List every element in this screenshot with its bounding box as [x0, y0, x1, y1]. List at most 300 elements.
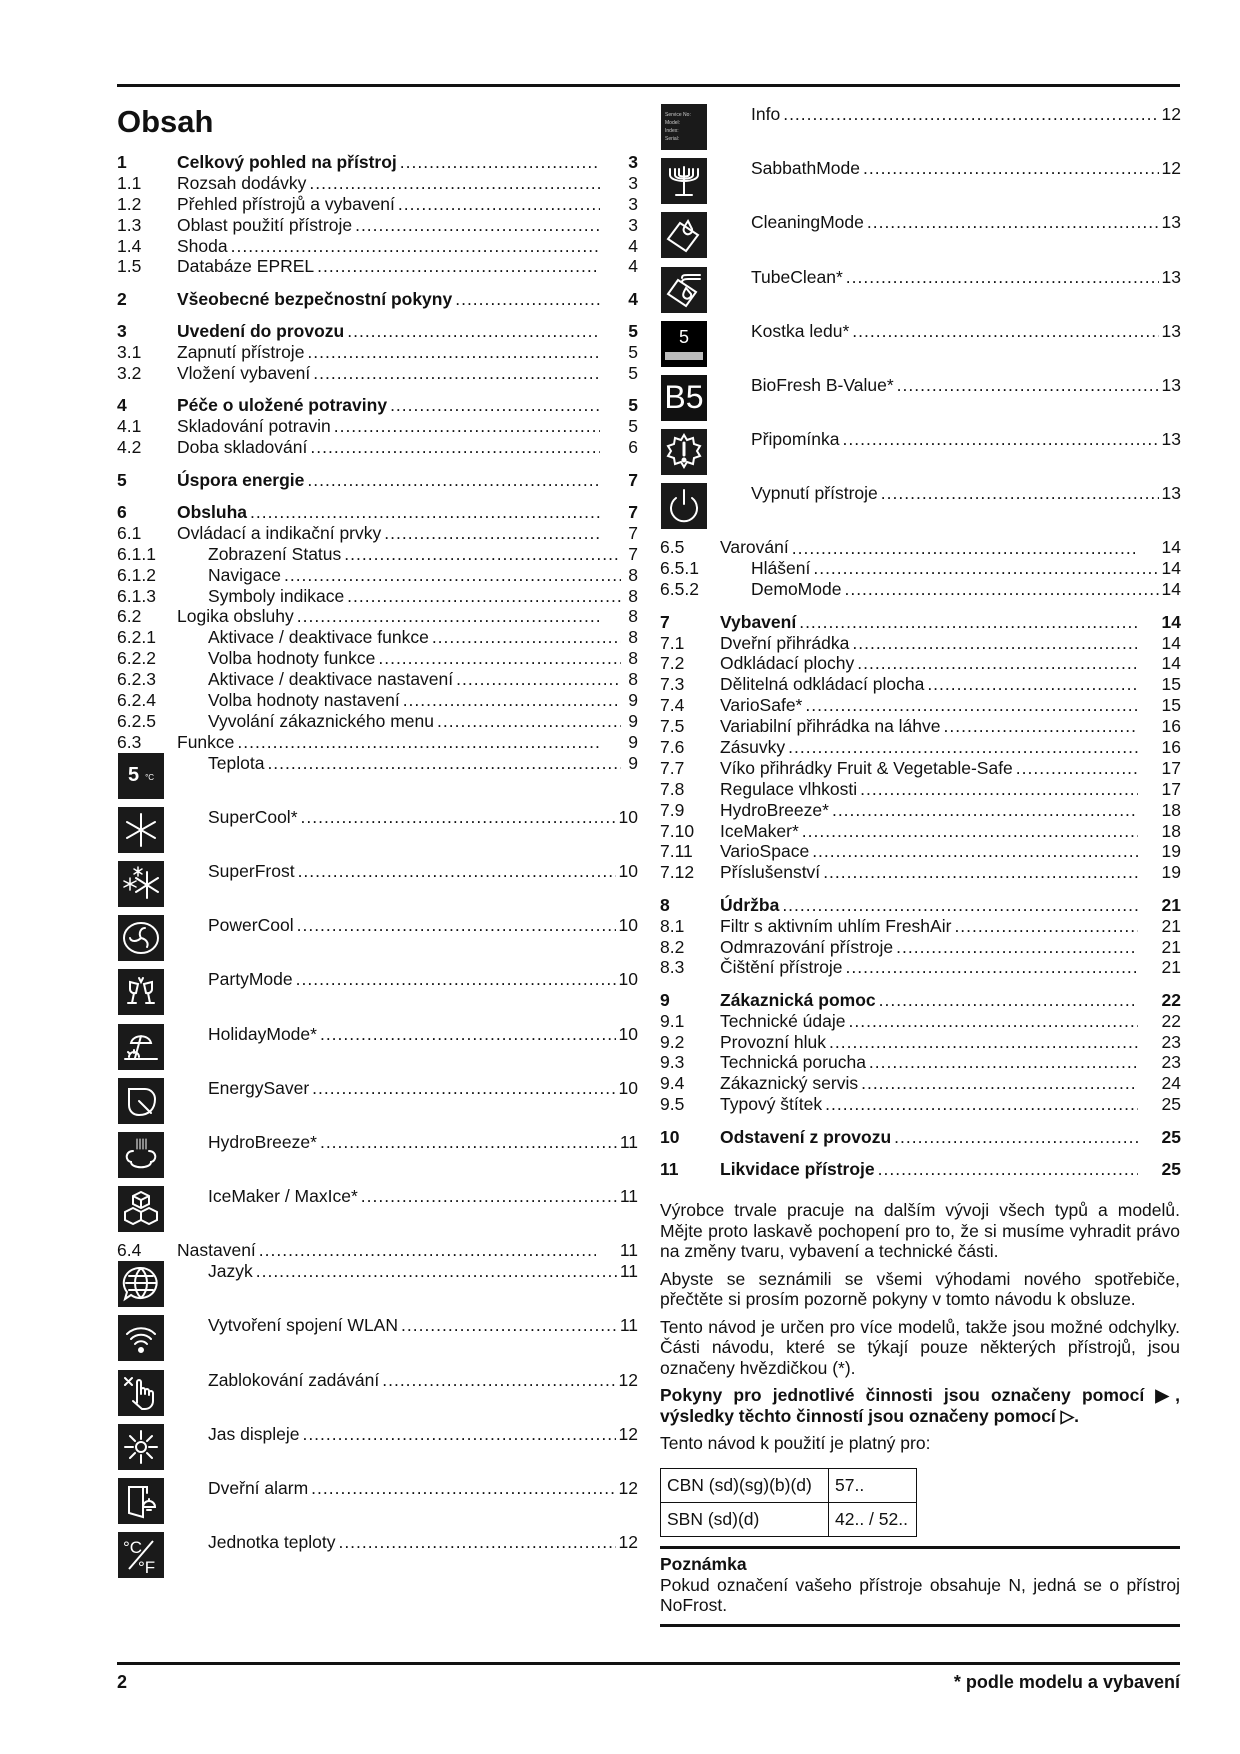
- toc-title: Obsluha: [177, 501, 248, 522]
- dot-leader: [1016, 758, 1138, 779]
- toc-page: 8: [628, 648, 638, 669]
- page-title: Obsah: [117, 104, 214, 139]
- toc-title: Hlášení: [751, 558, 811, 579]
- toc-number: 6.2.3: [117, 669, 156, 690]
- toc-page: 16: [1161, 737, 1181, 757]
- toc-entry[interactable]: [660, 429, 1181, 483]
- toc-number: 8.1: [660, 915, 685, 936]
- dot-leader: [878, 1159, 1138, 1180]
- dot-leader: [400, 152, 600, 173]
- dot-leader: [846, 267, 1159, 288]
- toc-entry[interactable]: [117, 1424, 638, 1478]
- toc-number: 5: [117, 469, 127, 490]
- toc-title: Zákaznický servis: [720, 1073, 859, 1094]
- toc-title: DemoMode: [751, 579, 842, 600]
- paragraph-instructions-legend: Pokyny pro jednotlivé činnosti jsou označeny pomocí ▶, výsledky těchto činností jsou označeny pomocí ▷.: [660, 1385, 1180, 1426]
- ice-cubes-icon: [118, 1186, 164, 1232]
- toc-entry[interactable]: [117, 1315, 638, 1369]
- footer-footnote: * podle modelu a vybavení: [953, 1672, 1180, 1692]
- toc-entry[interactable]: [117, 289, 638, 310]
- toc-entry[interactable]: [117, 565, 638, 586]
- dot-leader: [927, 674, 1137, 695]
- toc-page: 10: [618, 1023, 638, 1044]
- toc-entry[interactable]: [660, 1127, 1181, 1148]
- toc-number: 7.9: [660, 799, 685, 820]
- toc-title: Dveřní přihrádka: [720, 632, 850, 653]
- toc-page: 25: [1161, 1094, 1181, 1115]
- dot-leader: [897, 375, 1159, 396]
- info-icon-label: Index:: [665, 128, 679, 134]
- toc-number: 4.2: [117, 437, 142, 458]
- toc-number: 6.2.2: [117, 648, 156, 669]
- icon-value: 5: [678, 327, 689, 348]
- toc-entry[interactable]: [117, 669, 638, 690]
- toc-title: Vybavení: [720, 611, 797, 632]
- toc-entry[interactable]: [117, 648, 638, 669]
- toc-title: SuperCool*: [208, 806, 298, 827]
- toc-page: 14: [1161, 632, 1181, 653]
- toc-entry[interactable]: [117, 732, 638, 753]
- toc-title: Dveřní alarm: [208, 1477, 309, 1498]
- toc-number: 6.1.2: [117, 564, 156, 585]
- toc-entry[interactable]: [660, 937, 1181, 958]
- dot-leader: [852, 633, 1137, 654]
- dot-leader: [894, 1127, 1137, 1148]
- fan-icon: [118, 915, 164, 961]
- glasses-icon: [118, 969, 164, 1015]
- toc-title: Regulace vlhkosti: [720, 778, 858, 799]
- toc-number: 9.3: [660, 1052, 685, 1073]
- toc-page: 5: [628, 416, 638, 437]
- table-row: [661, 1502, 917, 1536]
- toc-entry[interactable]: [660, 612, 1181, 633]
- toc-entry[interactable]: [660, 212, 1181, 266]
- toc-page: 8: [628, 606, 638, 627]
- dot-leader: [301, 807, 616, 828]
- toc-entry[interactable]: [660, 916, 1181, 937]
- toc-title: Přehled přístrojů a vybavení: [177, 193, 395, 214]
- toc-title: Jednotka teploty: [208, 1532, 336, 1553]
- toc-title: Funkce: [177, 731, 235, 752]
- dot-leader: [944, 716, 1138, 737]
- toc-page: 15: [1161, 674, 1181, 695]
- toc-entry[interactable]: [660, 674, 1181, 695]
- toc-page: 3: [628, 172, 638, 193]
- toc-entry[interactable]: [117, 1078, 638, 1132]
- dot-leader: [398, 194, 600, 215]
- toc-entry[interactable]: [117, 807, 638, 861]
- toc-title: EnergySaver: [208, 1077, 310, 1098]
- toc-entry[interactable]: [660, 1073, 1181, 1094]
- reminder-gear-icon: [661, 429, 707, 475]
- snowflake-icon: [118, 807, 164, 853]
- toc-entry[interactable]: [660, 633, 1181, 654]
- toc-number: 7.1: [660, 632, 685, 653]
- toc-entry[interactable]: [660, 579, 1181, 600]
- toc-page: 7: [628, 522, 638, 543]
- dot-leader: [455, 289, 600, 310]
- info-icon: [661, 104, 707, 150]
- toc-entry[interactable]: [117, 416, 638, 437]
- toc-number: 6.2: [117, 606, 142, 627]
- superfrost-icon: [118, 861, 164, 907]
- toc-title: Zablokování zadávání: [208, 1369, 380, 1390]
- toc-entry[interactable]: [660, 779, 1181, 800]
- note-text: Pokud označení vašeho přístroje obsahuje N, jedná se o přístroj NoFrost.: [660, 1574, 1180, 1615]
- toc-entry[interactable]: [660, 558, 1181, 579]
- toc-page: 17: [1161, 778, 1181, 799]
- toc-title: IceMaker / MaxIce*: [208, 1186, 358, 1207]
- toc-entry[interactable]: [660, 1032, 1181, 1053]
- toc-number: 9.5: [660, 1094, 685, 1115]
- toc-entry[interactable]: [117, 544, 638, 565]
- toc-left-column: [117, 152, 638, 1586]
- toc-entry[interactable]: [660, 538, 1181, 559]
- dot-leader: [284, 565, 621, 586]
- toc-number: 11: [660, 1159, 679, 1180]
- toc-entry[interactable]: [660, 1159, 1181, 1180]
- toc-entry[interactable]: [660, 990, 1181, 1011]
- toc-entry[interactable]: [660, 483, 1181, 537]
- toc-number: 4: [117, 395, 127, 416]
- toc-page: 18: [1161, 799, 1181, 820]
- toc-title: Celkový pohled na přístroj: [177, 151, 397, 172]
- toc-page: 14: [1161, 558, 1181, 579]
- toc-page: 13: [1161, 266, 1181, 287]
- toc-entry[interactable]: [117, 342, 638, 363]
- toc-entry[interactable]: [660, 375, 1181, 429]
- toc-page: 15: [1161, 695, 1181, 716]
- dot-leader: [296, 969, 616, 990]
- toc-page: 18: [1161, 820, 1181, 841]
- intro-text: [660, 1200, 1180, 1537]
- toc-entry[interactable]: [117, 256, 638, 277]
- toc-number: 3: [117, 321, 127, 342]
- toc-title: Odstavení z provozu: [720, 1126, 892, 1147]
- toc-entry[interactable]: [117, 321, 638, 342]
- toc-title: Vložení vybavení: [177, 363, 311, 383]
- toc-number: 9.4: [660, 1073, 685, 1094]
- toc-page: 13: [1161, 320, 1181, 341]
- svg-text:°C: °C: [123, 1538, 143, 1558]
- toc-number: 6.1: [117, 522, 142, 543]
- model-number: 42.. / 52..: [829, 1502, 917, 1536]
- toc-entry[interactable]: [660, 841, 1181, 862]
- dot-leader: [844, 579, 1158, 600]
- toc-title: Rozsah dodávky: [177, 172, 307, 193]
- toc-entry[interactable]: [117, 363, 638, 384]
- toc-number: 3.1: [117, 342, 142, 363]
- toc-title: Úspora energie: [177, 469, 305, 490]
- toc-page: 19: [1161, 862, 1181, 883]
- toc-entry[interactable]: [117, 1132, 638, 1186]
- toc-entry[interactable]: [660, 716, 1181, 737]
- dot-leader: [857, 653, 1137, 674]
- toc-title: Jas displeje: [208, 1423, 300, 1444]
- toc-page: 8: [628, 564, 638, 585]
- toc-title: VarioSpace: [720, 841, 810, 862]
- toc-page: 3: [628, 214, 638, 235]
- toc-title: Variabilní přihrádka na láhve: [720, 716, 941, 737]
- toc-entry[interactable]: [117, 1370, 638, 1424]
- toc-entry[interactable]: [660, 158, 1181, 212]
- toc-page: 5: [628, 395, 638, 416]
- dot-leader: [297, 915, 616, 936]
- toc-title: Filtr s aktivním uhlím FreshAir: [720, 915, 952, 936]
- paragraph-models: Tento návod je určen pro více modelů, takže jsou možné odchylky. Části návodu, které se týkají pouze některých přístrojů, jsou označeny hvězdičkou (*).: [660, 1316, 1180, 1378]
- toc-title: Technická porucha: [720, 1052, 866, 1073]
- toc-number: 6.5.2: [660, 579, 699, 600]
- toc-entry[interactable]: [117, 1024, 638, 1078]
- model-number: 57..: [829, 1468, 917, 1502]
- toc-entry[interactable]: [660, 1011, 1181, 1032]
- dot-leader: [783, 104, 1158, 125]
- toc-entry[interactable]: [117, 586, 638, 607]
- toc-entry[interactable]: [660, 758, 1181, 779]
- toc-page: 21: [1161, 915, 1181, 936]
- dot-leader: [237, 732, 600, 753]
- toc-title: Uvedení do provozu: [177, 321, 345, 342]
- toc-title: Odmrazování přístroje: [720, 936, 894, 957]
- dot-leader: [401, 1315, 617, 1336]
- toc-entry[interactable]: [117, 194, 638, 215]
- toc-title: VarioSafe*: [720, 695, 803, 716]
- toc-entry[interactable]: [660, 895, 1181, 916]
- dot-leader: [849, 1011, 1138, 1032]
- toc-number: 7.2: [660, 653, 685, 674]
- dot-leader: [881, 483, 1159, 504]
- toc-entry[interactable]: [660, 862, 1181, 883]
- toc-title: Volba hodnoty funkce: [208, 648, 376, 669]
- toc-entry[interactable]: [117, 915, 638, 969]
- toc-title: Všeobecné bezpečnostní pokyny: [177, 288, 453, 309]
- toc-number: 9.1: [660, 1010, 685, 1031]
- toc-number: 7.7: [660, 757, 685, 778]
- toc-entry[interactable]: [117, 1240, 638, 1261]
- page-number: 2: [117, 1672, 128, 1692]
- toc-title: Dělitelná odkládací plocha: [720, 674, 925, 695]
- icon-value: B5: [664, 379, 704, 416]
- toc-entry[interactable]: [660, 695, 1181, 716]
- dot-leader: [312, 1078, 615, 1099]
- toc-page: 5: [628, 342, 638, 363]
- toc-entry[interactable]: [117, 690, 638, 711]
- toc-number: 9: [660, 989, 670, 1010]
- toc-number: 6.1.3: [117, 585, 156, 606]
- toc-title: Oblast použití přístroje: [177, 214, 353, 235]
- temperature-icon: [118, 753, 164, 799]
- svg-text:°F: °F: [138, 1558, 156, 1576]
- toc-title: Provozní hluk: [720, 1031, 827, 1052]
- dot-leader: [310, 437, 600, 458]
- toc-entry[interactable]: [660, 1052, 1181, 1073]
- tube-clean-icon: [661, 267, 707, 313]
- toc-entry[interactable]: [117, 1532, 638, 1586]
- toc-page: 12: [1161, 104, 1181, 124]
- dot-leader: [879, 990, 1138, 1011]
- toc-page: 3: [628, 151, 638, 172]
- toc-entry[interactable]: [117, 236, 638, 257]
- toc-title: Příslušenství: [720, 862, 821, 883]
- toc-title: Varování: [720, 537, 789, 558]
- toc-title: SabbathMode: [751, 158, 860, 179]
- toc-page: 8: [628, 669, 638, 690]
- toc-page: 22: [1161, 1010, 1181, 1031]
- toc-page: 19: [1161, 841, 1181, 862]
- toc-number: 9.2: [660, 1031, 685, 1052]
- toc-title: Vypnutí přístroje: [751, 483, 878, 504]
- toc-page: 14: [1161, 611, 1181, 632]
- toc-number: 7.6: [660, 737, 685, 757]
- toc-title: PartyMode: [208, 969, 293, 990]
- toc-entry[interactable]: [117, 606, 638, 627]
- toc-title: Aktivace / deaktivace nastavení: [208, 669, 454, 690]
- toc-entry[interactable]: [117, 969, 638, 1023]
- biofresh-icon: [661, 375, 707, 421]
- toc-number: 1.5: [117, 256, 142, 277]
- toc-page: 21: [1161, 894, 1181, 915]
- dot-leader: [437, 711, 621, 732]
- toc-entry[interactable]: [117, 173, 638, 194]
- toc-entry[interactable]: [117, 502, 638, 523]
- dot-leader: [792, 538, 1138, 559]
- toc-title: Doba skladování: [177, 437, 308, 458]
- dot-leader: [813, 558, 1158, 579]
- toc-entry[interactable]: [660, 653, 1181, 674]
- toc-page: 13: [1161, 212, 1181, 233]
- dot-leader: [320, 1132, 617, 1153]
- toc-title: HolidayMode*: [208, 1023, 317, 1044]
- paragraph-development: Výrobce trvale pracuje na dalším vývoji všech typů a modelů. Mějte proto laskavě pochopení pro to, že si musíme vyhradit právo na změny tvaru, vybavení a technické části.: [660, 1200, 1180, 1261]
- dot-leader: [267, 753, 621, 774]
- toc-number: 7.8: [660, 778, 685, 799]
- toc-page: 10: [618, 1077, 638, 1098]
- toc-title: Typový štítek: [720, 1094, 823, 1115]
- toc-page: 7: [628, 501, 638, 522]
- dot-leader: [256, 1261, 617, 1282]
- toc-entry[interactable]: [660, 267, 1181, 321]
- toc-entry[interactable]: [117, 523, 638, 544]
- toc-entry[interactable]: [660, 737, 1181, 758]
- toc-page: 4: [628, 256, 638, 277]
- dot-leader: [259, 1240, 596, 1261]
- table-row: [661, 1468, 917, 1502]
- toc-number: 1.3: [117, 214, 142, 235]
- toc-title: SuperFrost: [208, 861, 295, 882]
- toc-page: 23: [1161, 1052, 1181, 1073]
- toc-number: 7.5: [660, 716, 685, 737]
- toc-right-column: [660, 104, 1181, 1180]
- toc-entry[interactable]: [117, 861, 638, 915]
- toc-entry[interactable]: [117, 1186, 638, 1240]
- toc-page: 21: [1161, 957, 1181, 978]
- dot-leader: [302, 1424, 615, 1445]
- touch-lock-icon: [118, 1370, 164, 1416]
- toc-page: 14: [1161, 579, 1181, 600]
- toc-title: Zákaznická pomoc: [720, 989, 876, 1010]
- dot-leader: [309, 173, 600, 194]
- note-box: [660, 1546, 1180, 1627]
- toc-entry[interactable]: [117, 215, 638, 236]
- toc-title: Odkládací plochy: [720, 653, 855, 674]
- dot-leader: [788, 737, 1137, 758]
- toc-number: 6.4: [117, 1240, 142, 1261]
- toc-page: 11: [619, 1315, 638, 1336]
- icon-value: 5: [127, 764, 140, 787]
- info-icon-label: Service No:: [665, 112, 691, 118]
- toc-page: 6: [628, 437, 638, 458]
- toc-page: 11: [619, 1240, 638, 1261]
- toc-title: TubeClean*: [751, 266, 843, 287]
- toc-page: 8: [628, 585, 638, 606]
- dot-leader: [297, 606, 600, 627]
- toc-entry[interactable]: [117, 1478, 638, 1532]
- toc-page: 9: [628, 710, 638, 731]
- toc-number: 2: [117, 288, 127, 309]
- dot-leader: [361, 1186, 617, 1207]
- dot-leader: [825, 1094, 1137, 1115]
- toc-page: 11: [619, 1261, 638, 1282]
- toc-page: 4: [628, 288, 638, 309]
- toc-entry[interactable]: [117, 1261, 638, 1315]
- icon-bar: [665, 352, 703, 360]
- toc-number: 1.4: [117, 235, 142, 256]
- toc-entry[interactable]: [660, 321, 1181, 375]
- toc-entry[interactable]: [660, 957, 1181, 978]
- toc-title: CleaningMode: [751, 212, 864, 233]
- toc-number: 6: [117, 501, 127, 522]
- toc-entry[interactable]: [117, 627, 638, 648]
- dot-leader: [378, 648, 621, 669]
- toc-entry[interactable]: [660, 1094, 1181, 1115]
- toc-title: HydroBreeze*: [208, 1131, 317, 1152]
- dot-leader: [382, 1370, 615, 1391]
- toc-page: 4: [628, 235, 638, 256]
- toc-number: 8.2: [660, 936, 685, 957]
- toc-entry[interactable]: [117, 470, 638, 491]
- toc-number: 7.3: [660, 674, 685, 695]
- toc-entry[interactable]: [117, 152, 638, 173]
- dot-leader: [861, 1073, 1137, 1094]
- toc-page: 9: [628, 752, 638, 773]
- dot-leader: [334, 416, 600, 437]
- toc-entry[interactable]: [117, 753, 638, 807]
- toc-entry[interactable]: [117, 395, 638, 416]
- top-rule: [117, 84, 1180, 87]
- toc-entry[interactable]: [117, 437, 638, 458]
- toc-title: Symboly indikace: [208, 585, 345, 606]
- toc-entry[interactable]: [117, 711, 638, 732]
- toc-entry[interactable]: [660, 104, 1181, 158]
- toc-page: 8: [628, 627, 638, 648]
- toc-title: Jazyk: [208, 1261, 253, 1282]
- toc-page: 12: [1161, 158, 1181, 179]
- toc-entry[interactable]: [660, 800, 1181, 821]
- toc-number: 1: [117, 151, 127, 172]
- toc-number: 6.2.1: [117, 627, 156, 648]
- mist-cloud-icon: [118, 1132, 164, 1178]
- dot-leader: [799, 612, 1137, 633]
- dot-leader: [307, 470, 600, 491]
- toc-number: 6.2.4: [117, 689, 156, 710]
- dot-leader: [782, 895, 1137, 916]
- dot-leader: [843, 429, 1159, 450]
- toc-page: 12: [618, 1369, 638, 1390]
- dot-leader: [298, 861, 616, 882]
- toc-entry[interactable]: [660, 821, 1181, 842]
- toc-page: 13: [1161, 483, 1181, 504]
- cleaning-cloth-icon: [661, 212, 707, 258]
